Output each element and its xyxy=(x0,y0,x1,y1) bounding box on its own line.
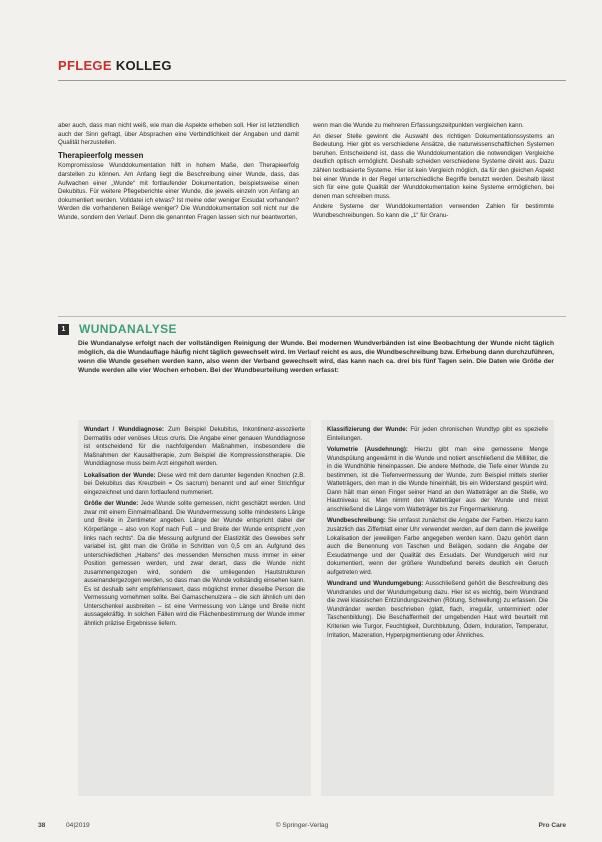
info-box-columns xyxy=(78,420,554,796)
section-intro: Die Wundanalyse erfolgt nach der vollständigen Reinigung der Wunde. Bei modernen Wundverbänden ist eine Beobachtung der Wunde nicht täglich möglich, da die Wundauflage häufig nicht täglich gewechselt wird. Im Verlauf reicht es aus, die Wundbeschreibung bzw. Erhebung dann durchzuführen, wenn die Wunde gesehen werden kann, also wenn der Verband gewechselt wird, das kann nach ca. drei bis fünf Tagen sein. Die Daten wie Größe der Wunde werden alle vier Wochen erhoben. Bei der Wundbeurteilung werden erfasst: xyxy=(78,340,554,374)
publisher-label: © Springer-Verlag xyxy=(275,822,329,829)
info-paragraph xyxy=(327,517,548,577)
info-lead: Wundart / Wunddiagnose: xyxy=(84,426,165,433)
info-lead: Größe der Wunde: xyxy=(84,500,139,508)
section-divider xyxy=(58,316,566,317)
subheading: Therapieerfolg messen xyxy=(58,150,144,160)
paragraph: An dieser Stelle gewinnt die Auswahl des richtigen Dokumentationssystems an Bedeutung. Hier gibt es verschiedene Ansätze, die naturwissenschaftlichen Systemen beruhen. Entscheidend ist, dass die Wunddokumentation die notwendigen Vergleiche deutlich optisch ermöglicht. Deshalb scheiden verschiedene Systeme direkt aus. Dazu zählen textbasierte Systeme. Hier ist kein Vergleich möglich, da für den gleichen Aspekt bei einer Wunde in der Regel unterschiedliche Begriffe benutzt werden. Deshalb lässt sich für eine gute Qualität der Wunddokumentation keine Systeme ermöglichen, bei denen man schreiben muss. xyxy=(313,132,554,200)
info-lead: Volumetrie (Ausdehnung): xyxy=(327,446,408,454)
paragraph: wenn man die Wunde zu mehreren Erfassungszeitpunkten vergleichen kann. xyxy=(313,122,524,129)
info-text: Hierzu gibt man eine gemessene Menge Wundspülung angewärmt in die Wunde und notiert anschließend die Milliliter, die in die Wundhöhle hineinpassen. Die andere Methode, die Tiefe einer Wunde zu bestimmen, ist die Tiefenvermessung der Wunde, zum Beispiel mittels steriler Watteträgers, den man in die Wunde hineinhält, bis ein Widerstand gespürt wird. Dann hält man einen Finger seiner Hand an den Watteträger an die Stelle, wo Hautniveau ist. Man nimmt den Watteträger aus der Wunde und misst anschließend die Länge vom Watteträger bis zur Fingermarkierung. xyxy=(327,446,548,513)
journal-label: Pro Care xyxy=(538,822,566,829)
info-paragraph xyxy=(84,500,305,628)
magazine-header xyxy=(58,58,172,73)
paragraph: Andere Systeme der Wunddokumentation verwenden Zahlen für bestimmte Wundbeschreibungen. So kann die „1“ für Granu- xyxy=(313,203,554,219)
paragraph: aber auch, dass man nicht weiß, wie man die Aspekte erheben soll. Hier ist letztendlich auch der Sinn gefragt, über Absprachen eine Verbindlichkeit der Angaben und damit Qualität herzustellen. xyxy=(58,122,299,147)
page-number: 38 xyxy=(38,822,46,829)
header-brand-black: KOLLEG xyxy=(115,58,172,73)
info-paragraph xyxy=(84,472,305,498)
section-number-badge: 1 xyxy=(58,324,69,335)
info-text: Für jeden chronischen Wundtyp gibt es spezielle Einteilungen. xyxy=(327,426,548,442)
info-paragraph xyxy=(327,426,548,443)
info-lead: Wundrand und Wundumgebung: xyxy=(327,580,424,588)
info-text: Jede Wunde sollte gemessen, nicht geschätzt werden. Und zwar mit einem Einmalmaßband. Die Wundvermessung sollte mindestens Länge und Breite in Zentimeter angeben. Länge der Wunde entspricht dabei der Körperlänge – also von Kopf nach Fuß – und Breite der Wunde entspricht „von links nach rechts“. Da die Messung aufgrund der Elastizität des Gewebes sehr variabel ist, gibt man die Größe in Schritten von 0,5 cm an. Aufgrund des unterschiedlichen „Haltens“ des messenden Menschen muss immer in einer Position gemessen werden, und zwar derart, dass die Wunde nicht zusammengezogen wird, sondern die umliegenden Hautstrukturen auseinandergezogen werden, so dass man die Wunde vollständig einsehen kann. Es ist deshalb sehr empfehlenswert, dass möglichst immer dieselbe Person die Vermessung vornehmen sollte. Bei Gamaschenulzera – die sich ähnlich um den Unterschenkel ausbreiten – ist eine Vermessung von Länge und Breite nicht aussagekräftig. In solchen Fällen wird die Flächenbestimmung der Wunde immer ähnlich präzise Ergebnisse liefern. xyxy=(84,500,305,628)
header-brand-red: PFLEGE xyxy=(58,58,112,73)
info-box-right xyxy=(321,420,554,796)
page-footer xyxy=(38,822,566,832)
info-text: Zum Beispiel Dekubitus, Inkontinenz-assoziierte Dermatitis oder venöses Ulcus cruris. Die Angabe einer genauen Wunddiagnose ist entscheidend für die nachfolgenden Maßnahmen, insbesondere die Maßnahmen der Kausaltherapie, zum Beispiel die Kompressionstherapie. Die Wunddiagnose muss beim Arzt eingeholt werden. xyxy=(84,426,306,468)
header-divider xyxy=(58,80,566,81)
info-paragraph xyxy=(327,580,548,640)
info-text: Ausschließend gehört die Beschreibung des Wundrandes und der Wundumgebung dazu. Hier ist es wichtig, beim Wundrand die zwei klassischen Entzündungszeichen (Rötung, Schwellung) zu erfassen. Die Wundränder werden beschrieben (glatt, flach, irregulär, unterminiert oder Taschenbildung). Die Beschaffenheit der umgebenden Haut wird beurteilt mit Kriterien wie Turgor, Feuchtigkeit, Durchblutung, Ödem, Induration, Temperatur, Irritation, Mazeration, Hyperpigmentierung oder Ähnliches. xyxy=(327,580,548,639)
info-lead: Lokalisation der Wunde: xyxy=(84,471,156,479)
info-text: Sie umfasst zunächst die Angabe der Farben. Hierzu kann zusätzlich das Zifferblatt einer Uhr verwendet werden, auf dem dann die jeweilige Lokalisation der jeweiligen Farbe angegeben werden kann. Dazu gehört dann auch die Benennung von Taschen und Belägen, sodann die Angabe der Exsudatmenge und der Qualität des Exsudats. Der Wundgeruch wird nur dokumentiert, wenn der größere Wundbefund bereits deutlich ein Geruch aufgetreten wird. xyxy=(327,517,548,576)
info-paragraph xyxy=(327,446,548,514)
info-paragraph xyxy=(84,426,305,469)
article-column-right xyxy=(313,122,554,282)
section-heading xyxy=(58,322,177,336)
info-box-left xyxy=(78,420,311,796)
info-lead: Wundbeschreibung: xyxy=(327,517,386,525)
section-title: WUNDANALYSE xyxy=(79,322,177,336)
article-column-left xyxy=(58,122,299,282)
issue-label: 04|2019 xyxy=(66,822,90,829)
info-text: Diese wird mit dem darunter liegenden Knochen (z.B. bei Dekubitus das Kreuzbein = Os sacrum) benannt und auf einer Strichfigur eingezeichnet und dann fortlaufend nummeriert. xyxy=(84,471,305,496)
paragraph: Kompromisslose Wunddokumentation hilft in hohem Maße, den Therapieerfolg darstellen zu können. Am Anfang liegt die Beschreibung einer Wunde, dass, das Aufwachen einer „Wunde“ mit fortlaufender Dokumentation, beispielsweise einen Dekubitus. Für weitere Pflegeberichte einer Wunde, die jeweils einzeln von Anfang an dokumentiert werden. Volldatei ich etwas? Ist meine oder weniger Exsudat vorhanden? Werden die vorhandenen Beläge weniger? Die Wunddokumentation soll nicht nur die Wunde, sondern den Verlauf. Denn die genannten Fragen lassen sich nur beantworten, xyxy=(58,162,299,221)
info-lead: Klassifizierung der Wunde: xyxy=(327,426,408,433)
top-article-columns xyxy=(58,122,554,282)
